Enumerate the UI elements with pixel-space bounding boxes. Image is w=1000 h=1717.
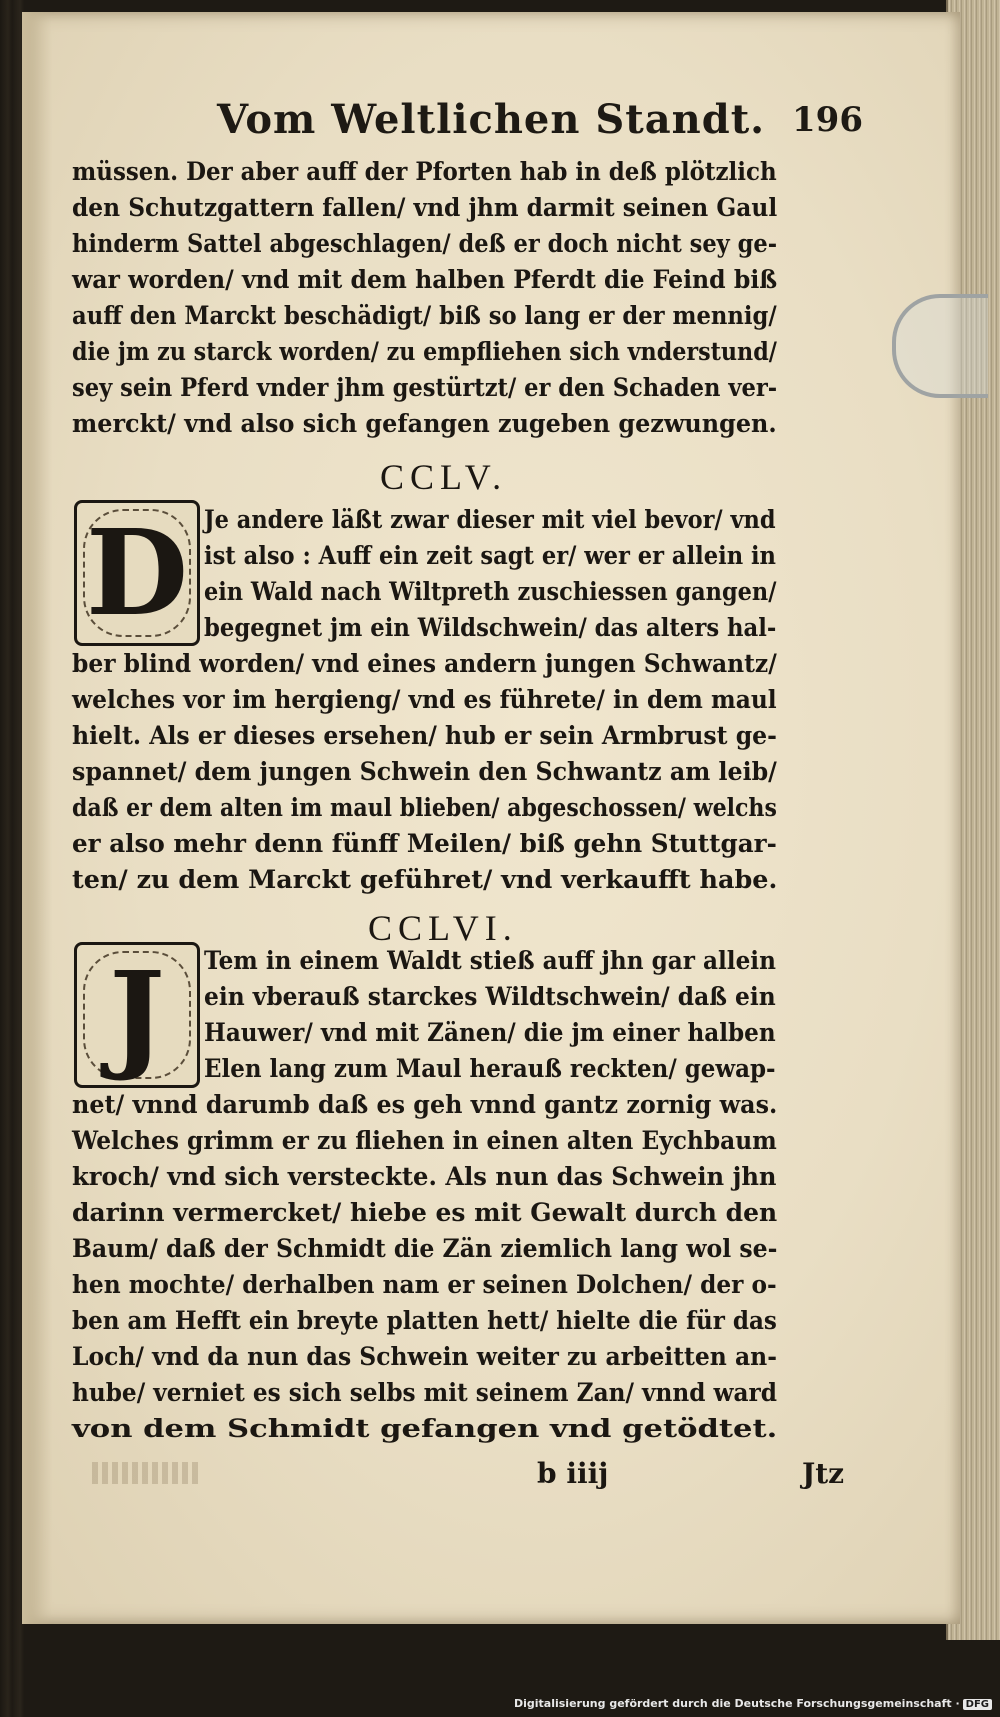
- text-line: merckt/ vnd also sich gefangen zugeben gezwungen.: [72, 409, 777, 438]
- text-line: welches vor im hergieng/ vnd es führete/ in dem maul: [72, 685, 777, 714]
- dfg-logo: DFG: [963, 1699, 992, 1710]
- text-line: ein vberauß starckes Wildtschwein/ daß ein: [204, 982, 776, 1011]
- folio-number: 196: [792, 100, 863, 140]
- text-line: Loch/ vnd da nun das Schwein weiter zu arbeitten an-: [72, 1342, 777, 1371]
- text-line: Welches grimm er zu fliehen in einen alten Eychbaum: [72, 1126, 777, 1155]
- text-line: den Schutzgattern fallen/ vnd jhm darmit seinen Gaul: [72, 193, 778, 222]
- page-clip: [892, 294, 988, 398]
- text-line: müssen. Der aber auff der Pforten hab in deß plötzlich: [72, 157, 777, 186]
- text-line: Hauwer/ vnd mit Zänen/ die jm einer halben: [204, 1018, 776, 1047]
- text-line: ber blind worden/ vnd eines andern jungen Schwantz/: [72, 649, 777, 678]
- signature-mark: b iiij: [537, 1457, 609, 1490]
- text-line: begegnet jm ein Wildschwein/ das alters hal-: [204, 613, 777, 642]
- text-line: ben am Hefft ein breyte platten hett/ hielte die für das: [72, 1306, 777, 1335]
- text-line: kroch/ vnd sich versteckte. Als nun das Schwein jhn: [72, 1162, 777, 1191]
- ink-offset-mark: [92, 1462, 202, 1484]
- text-line: spannet/ dem jungen Schwein den Schwantz am leib/: [72, 757, 777, 786]
- text-line: auff den Marckt beschädigt/ biß so lang er der mennig/: [72, 301, 777, 330]
- text-line: hinderm Sattel abgeschlagen/ deß er doch nicht sey ge-: [72, 229, 778, 258]
- initial-letter-j: J: [74, 942, 200, 1088]
- text-line: die jm zu starck worden/ zu empfliehen sich vnderstund/: [72, 337, 777, 366]
- text-line: Elen lang zum Maul herauß reckten/ gewap-: [204, 1054, 776, 1083]
- text-line: er also mehr denn fünff Meilen/ biß gehn Stuttgar-: [72, 829, 777, 858]
- text-line: war worden/ vnd mit dem halben Pferdt die Feind biß: [72, 265, 778, 294]
- credit-text: Digitalisierung gefördert durch die Deutsche Forschungsgemeinschaft ·: [513, 1697, 960, 1710]
- text-line: Tem in einem Waldt stieß auff jhn gar allein: [204, 946, 776, 975]
- text-line: net/ vnnd darumb daß es geh vnnd gantz zornig was.: [72, 1090, 778, 1119]
- text-line: hielt. Als er dieses ersehen/ hub er sein Armbrust ge-: [72, 721, 777, 750]
- text-line: daß er dem alten im maul blieben/ abgeschossen/ welchs: [72, 793, 777, 822]
- text-line: ten/ zu dem Marckt geführet/ vnd verkaufft habe.: [72, 865, 778, 894]
- running-head: Vom Weltlichen Standt.: [217, 96, 766, 143]
- text-line: sey sein Pferd vnder jhm gestürtzt/ er den Schaden ver-: [72, 373, 778, 402]
- text-line: von dem Schmidt gefangen vnd getödtet.: [72, 1414, 778, 1443]
- gutter-shadow: [22, 12, 52, 1624]
- text-line: ein Wald nach Wiltpreth zuschiessen gangen/: [204, 577, 777, 606]
- text-line: Baum/ daß der Schmidt die Zän ziemlich lang wol se-: [72, 1234, 778, 1263]
- book-page: [22, 12, 960, 1624]
- text-line: darinn vermercket/ hiebe es mit Gewalt durch den: [72, 1198, 778, 1227]
- initial-letter-d: D: [74, 500, 200, 646]
- section-heading: CCLV.: [380, 457, 508, 497]
- text-line: hube/ verniet es sich selbs mit seinem Zan/ vnnd ward: [72, 1378, 777, 1407]
- catchword: Jtz: [802, 1457, 845, 1490]
- text-line: hen mochte/ derhalben nam er seinen Dolchen/ der o-: [72, 1270, 777, 1299]
- text-line: ist also : Auff ein zeit sagt er/ wer er allein in: [204, 541, 776, 570]
- text-line: Je andere läßt zwar dieser mit viel bevor/ vnd: [204, 505, 776, 534]
- digitization-credit: [514, 1697, 992, 1710]
- section-heading: CCLVI.: [368, 908, 518, 948]
